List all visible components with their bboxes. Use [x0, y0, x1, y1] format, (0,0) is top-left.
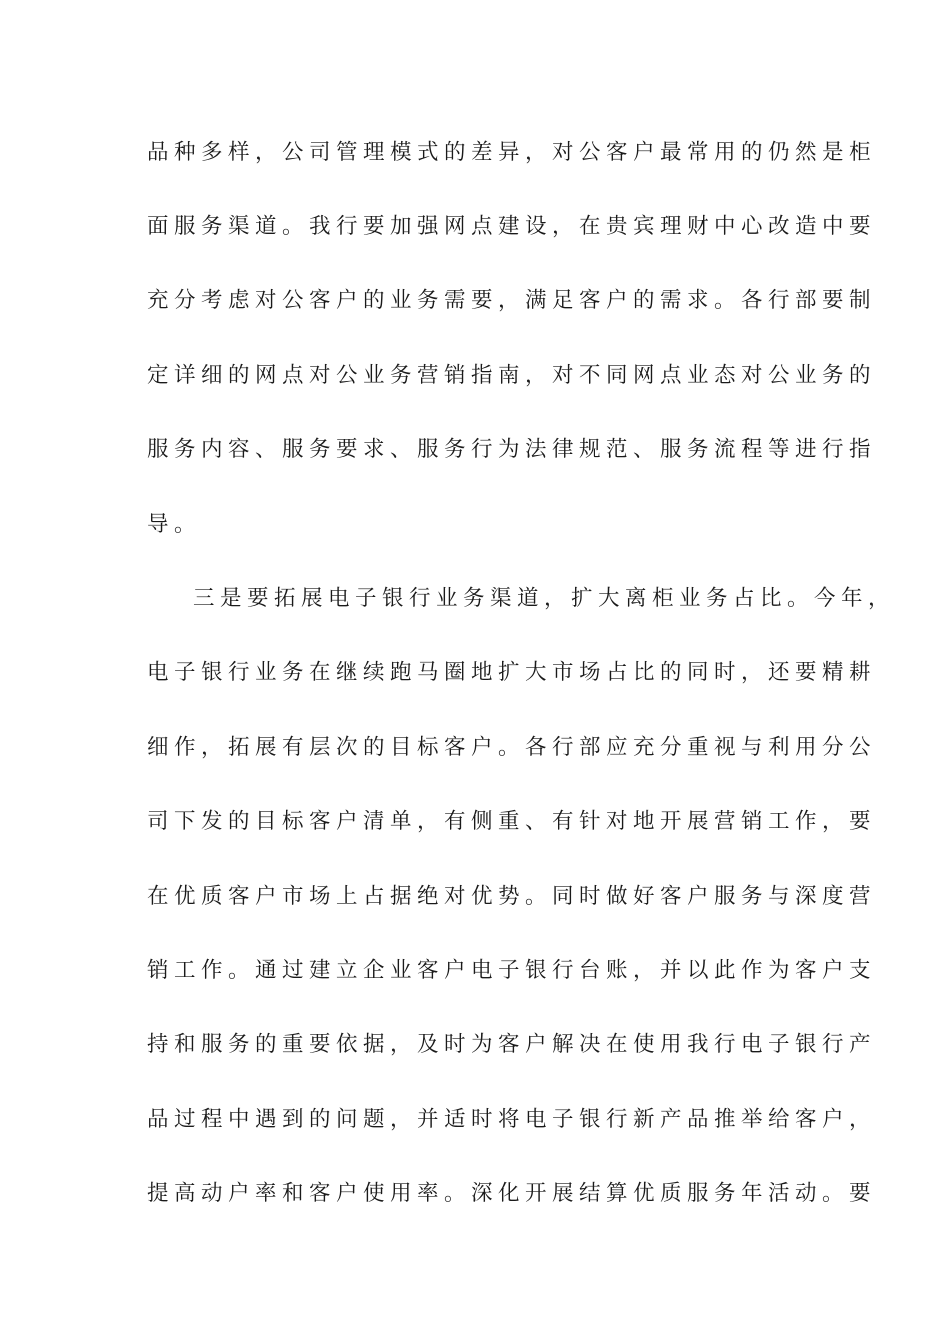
text-line: 持和服务的重要依据，及时为客户解决在使用我行电子银行产	[147, 1032, 877, 1057]
text-line: 提高动户率和客户使用率。深化开展结算优质服务年活动。要	[147, 1181, 877, 1206]
text-line: 充分考虑对公客户的业务需要，满足客户的需求。各行部要制	[147, 288, 877, 313]
text-line: 司下发的目标客户清单，有侧重、有针对地开展营销工作，要	[147, 809, 877, 834]
text-line: 品过程中遇到的问题，并适时将电子银行新产品推举给客户，	[147, 1107, 877, 1132]
text-line: 定详细的网点对公业务营销指南，对不同网点业态对公业务的	[147, 363, 877, 388]
text-line: 导。	[147, 512, 202, 537]
paragraph-first-line: 三是要拓展电子银行业务渠道，扩大离柜业务占比。今年，	[193, 586, 896, 611]
text-line: 电子银行业务在继续跑马圈地扩大市场占比的同时，还要精耕	[147, 660, 877, 685]
text-line: 品种多样，公司管理模式的差异，对公客户最常用的仍然是柜	[147, 140, 877, 165]
text-line: 面服务渠道。我行要加强网点建设，在贵宾理财中心改造中要	[147, 214, 877, 239]
text-line: 细作，拓展有层次的目标客户。各行部应充分重视与利用分公	[147, 735, 877, 760]
text-line: 销工作。通过建立企业客户电子银行台账，并以此作为客户支	[147, 958, 877, 983]
text-line: 服务内容、服务要求、服务行为法律规范、服务流程等进行指	[147, 437, 877, 462]
text-line: 在优质客户市场上占据绝对优势。同时做好客户服务与深度营	[147, 884, 877, 909]
